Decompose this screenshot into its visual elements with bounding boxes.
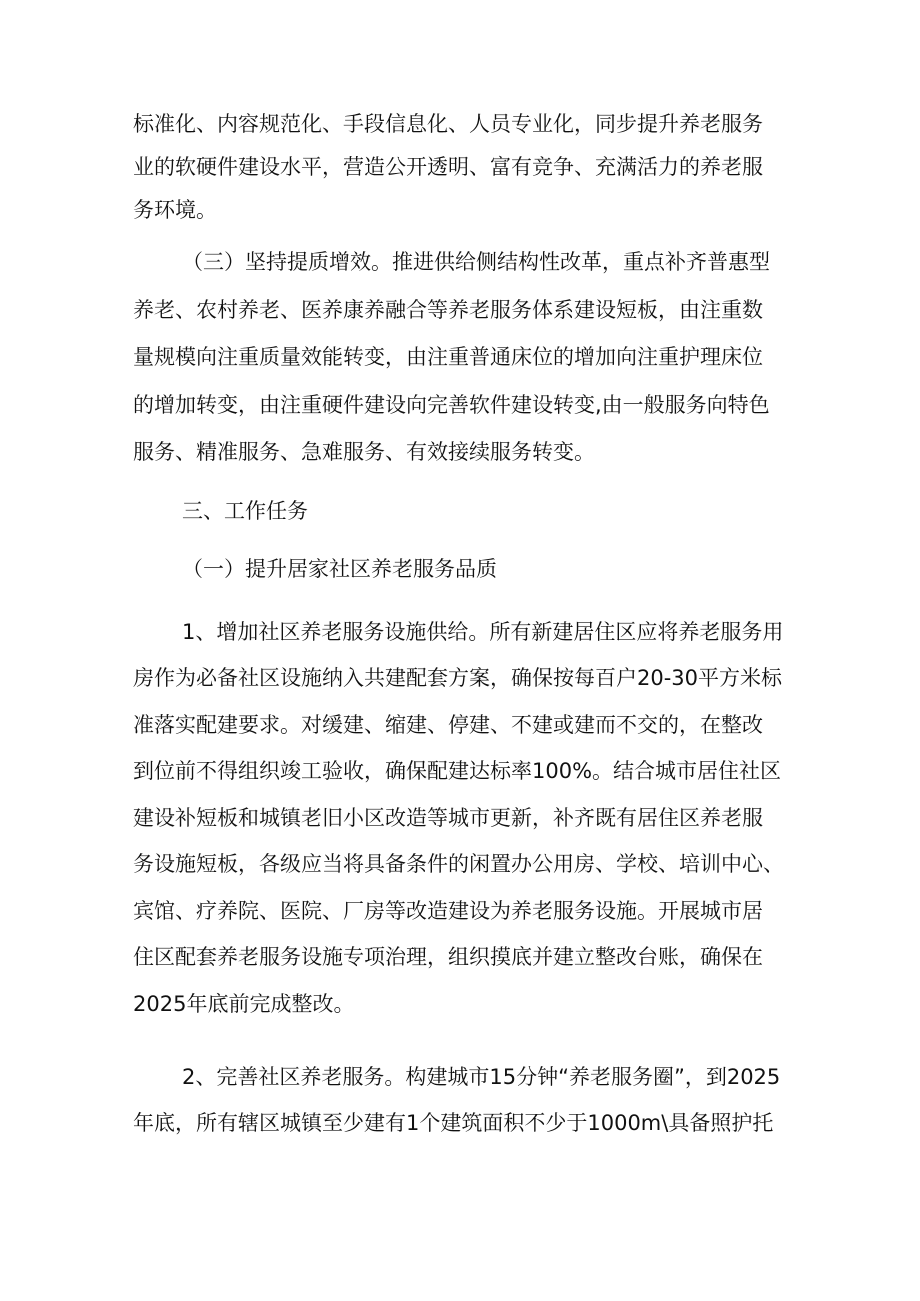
text-line: 住区配套养老服务设施专项治理，组织摸底并建立整改台账，确保在 — [133, 945, 763, 969]
text-line: 1、增加社区养老服务设施供给。所有新建居住区应将养老服务用 — [182, 620, 784, 644]
text-line: 业的软硬件建设水平，营造公开透明、富有竞争、充满活力的养老服 — [133, 155, 763, 179]
text-line: 量规模向注重质量效能转变，由注重普通床位的增加向注重护理床位 — [133, 345, 763, 369]
text-line: 到位前不得组织竣工验收，确保配建达标率100%。结合城市居住社区 — [133, 759, 782, 783]
text-line: 的增加转变，由注重硬件建设向完善软件建设转变,由一般服务向特色 — [133, 393, 770, 417]
text-line: 养老、农村养老、医养康养融合等养老服务体系建设短板，由注重数 — [133, 298, 763, 322]
text-line: 务环境。 — [133, 198, 217, 222]
text-line: 准落实配建要求。对缓建、缩建、停建、不建或建而不交的，在整改 — [133, 713, 763, 737]
text-line: （三）坚持提质增效。推进供给侧结构性改革，重点补齐普惠型 — [182, 250, 770, 274]
text-line: 房作为必备社区设施纳入共建配套方案，确保按每百户20-30平方米标 — [133, 666, 783, 690]
text-line: 年底，所有辖区城镇至少建有1个建筑面积不少于1000m\具备照护托 — [133, 1111, 774, 1135]
text-line: 宾馆、疗养院、医院、厂房等改造建设为养老服务设施。开展城市居 — [133, 899, 763, 923]
text-line: 服务、精准服务、急难服务、有效接续服务转变。 — [133, 440, 595, 464]
subsection-heading-home-community: （一）提升居家社区养老服务品质 — [182, 557, 497, 581]
text-line: 务设施短板，各级应当将具备条件的闲置办公用房、学校、培训中心、 — [133, 852, 784, 876]
text-line: 2、完善社区养老服务。构建城市15分钟“养老服务圈”，到2025 — [182, 1065, 781, 1089]
text-line: 建设补短板和城镇老旧小区改造等城市更新，补齐既有居住区养老服 — [133, 806, 763, 830]
section-heading-work-tasks: 三、工作任务 — [182, 499, 308, 523]
text-line: 标准化、内容规范化、手段信息化、人员专业化，同步提升养老服务 — [133, 112, 763, 136]
text-line: 2025年底前完成整改。 — [133, 992, 355, 1016]
